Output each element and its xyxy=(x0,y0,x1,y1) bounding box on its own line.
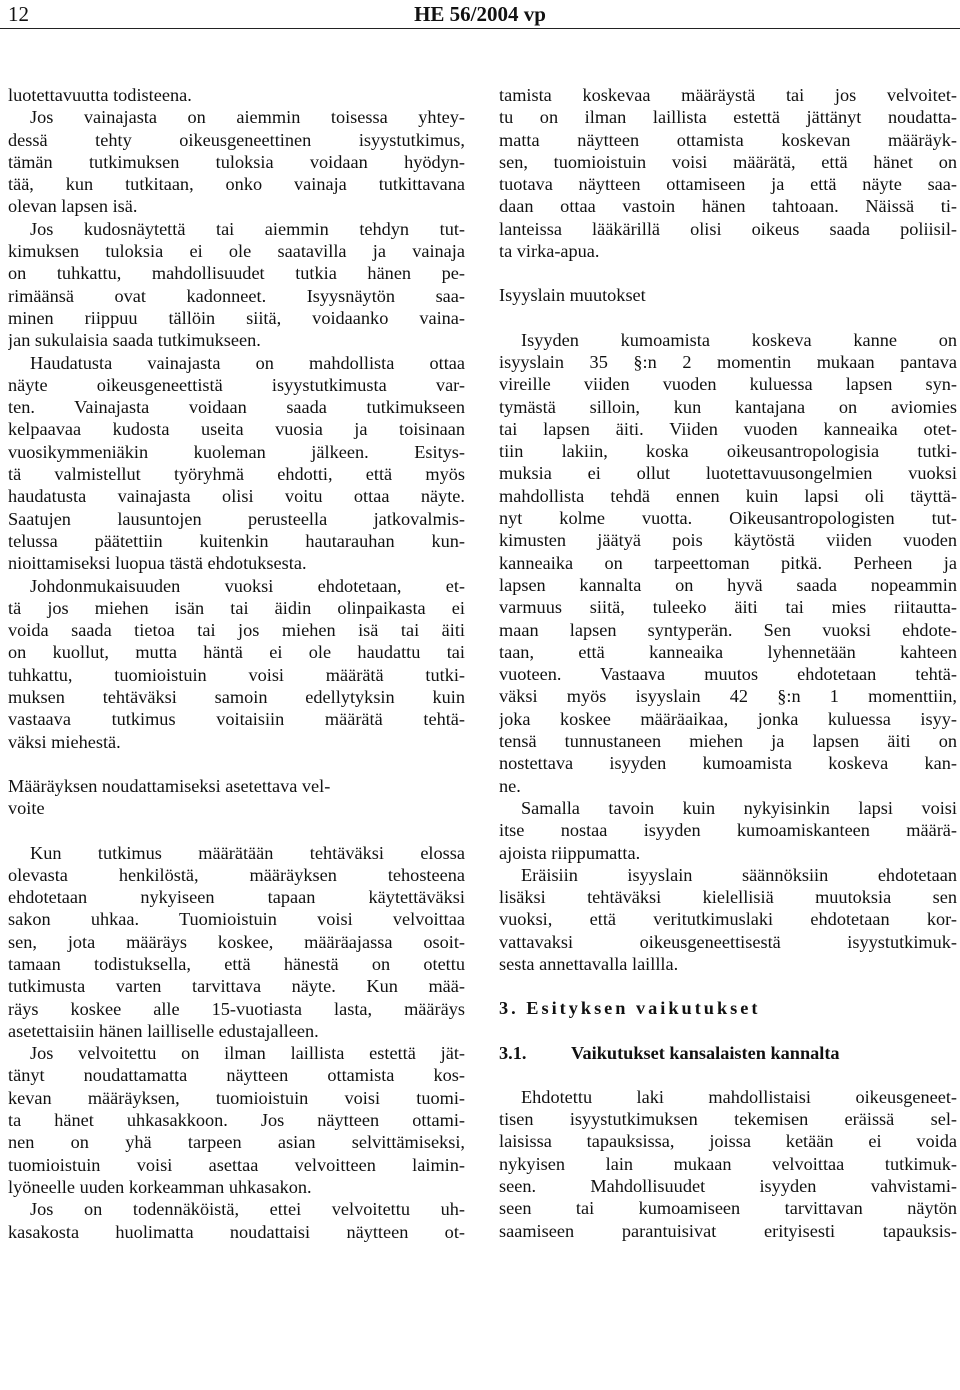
text-line: kevan määräyksen, tuomioistuin voisi tuomi- xyxy=(8,1087,465,1108)
text-line: tamaan todistuksella, että hänestä on otettu xyxy=(8,953,465,974)
text-line: itse nostaa isyyden kumoamiskanteen määrä- xyxy=(499,820,957,841)
text-line: lisäksi tehtäväksi kielellisiä muutoksia sen xyxy=(499,887,957,908)
text-line: kimusten jäätyä pois käytöstä viiden vuoden xyxy=(499,530,957,551)
text-line: nioittamiseksi luopua tästä ehdotuksesta. xyxy=(8,553,307,574)
text-line: tuotava näytteen ottamiseen ja että näyte saa- xyxy=(499,174,957,195)
text-line: Kun tutkimus määrätään tehtäväksi elossa xyxy=(30,842,465,863)
text-line: olevasta henkilöstä, määräyksen tehosteena xyxy=(8,864,465,885)
text-line: tamista koskevaa määräystä tai jos velvoitet- xyxy=(499,85,957,105)
text-line: sen, tuomioistuin voisi määrätä, että hänet on xyxy=(499,151,957,172)
text-line: sakon uhkaa. Tuomioistuin voisi velvoittaa xyxy=(8,909,465,930)
paragraph-gap xyxy=(8,753,465,775)
text-line: telussa päätettiin kuitenkin hautarauhan kun- xyxy=(8,530,465,551)
text-line: muksia ei ollut luotettavuusongelmien vuoksi xyxy=(499,463,957,484)
subsection-number: 3.1. xyxy=(499,1042,527,1063)
text-line: tymästä silloin, kun kantajana on aviomies xyxy=(499,396,957,417)
text-line: tuomioistuin voisi asettaa velvoitteen laimin- xyxy=(8,1154,465,1175)
text-line: varmuus siitä, tuleeko äiti tai mies riitautta- xyxy=(499,597,957,618)
right-column xyxy=(499,84,957,1242)
text-line: kasakosta huolimatta noudattaisi näytteen ot- xyxy=(8,1221,465,1242)
text-line: mahdollista tehdä ennen kuin lapsi oli täyttä- xyxy=(499,485,957,506)
text-line: Jos velvoitettu on ilman laillista estettä jät- xyxy=(30,1043,465,1064)
text-line: väksi myös isyyslain 42 §:n 1 momenttiin, xyxy=(499,686,957,707)
text-line: olevan lapsen isä. xyxy=(8,196,138,217)
text-line: näyte oikeusgeneettistä isyystutkimusta var- xyxy=(8,374,465,395)
text-line: tuhkattu, tuomioistuin voisi määrätä tutki- xyxy=(8,664,465,685)
text-line: tutkimusta varten tarvittava näyte. Kun mää- xyxy=(8,976,465,997)
document-id: HE 56/2004 vp xyxy=(414,2,546,26)
text-line: jan sukulaisia saada tutkimukseen. xyxy=(8,330,261,351)
text-line: tä jos miehen isän tai äidin olinpaikasta ei xyxy=(8,597,465,618)
text-line: Haudatusta vainajasta on mahdollista ottaa xyxy=(30,352,465,373)
text-line: tämän tutkimuksen tuloksia voidaan hyödyn- xyxy=(8,151,465,172)
text-line: vireille viiden vuoden kuluessa lapsen syn- xyxy=(499,374,957,395)
text-line: Määräyksen noudattamiseksi asetettava vel- xyxy=(8,775,331,796)
section-heading: 3. Esityksen vaikutukset xyxy=(499,998,761,1019)
text-line: Eräisiin isyyslain säännöksiin ehdotetaan xyxy=(521,864,957,885)
text-line: vattavaksi oikeusgeneettisestä isyystutkimuk- xyxy=(499,931,957,952)
text-line: voida saada tietoa tai jos miehen isä tai äiti xyxy=(8,620,465,641)
text-line: kanneaika on tarpeettoman pitkä. Perheen ja xyxy=(499,552,957,573)
text-line: asetettaisiin hänen lailliselle edustajalleen. xyxy=(8,1020,319,1041)
text-line: ta virka-apua. xyxy=(499,241,600,262)
text-line: on kuollut, mutta häntä ei ole haudattu tai xyxy=(8,642,465,663)
text-line: lyöneelle uuden korkeamman uhkasakon. xyxy=(8,1176,312,1197)
paragraph-gap xyxy=(499,1064,957,1086)
text-line: on tuhkattu, mahdollisuudet tutkia hänen pe- xyxy=(8,263,465,284)
text-line: ne. xyxy=(499,775,521,796)
paragraph-gap xyxy=(499,307,957,329)
text-line: räys koskee alle 15-vuotiasta lasta, määräys xyxy=(8,998,465,1019)
paragraph-gap xyxy=(499,1020,957,1042)
subsection-title: Vaikutukset kansalaisten kannalta xyxy=(571,1042,840,1063)
subsection-heading xyxy=(499,1042,957,1064)
paragraph-gap xyxy=(499,262,957,284)
text-line: Samalla tavoin kuin nykyisinkin lapsi voisi xyxy=(521,797,957,818)
text-line: luotettavuutta todisteena. xyxy=(8,85,192,105)
paragraph-gap xyxy=(8,820,465,842)
text-line: kelpaavaa kudosta useita vuosia ja toisinaan xyxy=(8,419,465,440)
text-line: Jos kudosnäytettä tai aiemmin tehdyn tut- xyxy=(30,218,465,239)
text-line: Jos on todennäköistä, ettei velvoitettu uh- xyxy=(30,1199,465,1220)
page-number: 12 xyxy=(8,2,29,26)
left-column xyxy=(8,84,465,1243)
text-line: tensä tunnustaneen miehen ja lapsen äiti on xyxy=(499,731,957,752)
text-line: tisen isyystutkimuksen tekemisen eräissä sel- xyxy=(499,1109,957,1130)
text-line: Johdonmukaisuuden vuoksi ehdotetaan, et- xyxy=(30,575,465,596)
text-line: Isyyslain muutokset xyxy=(499,285,646,306)
text-line: muksen tehtäväksi samoin edellytyksin kuin xyxy=(8,687,465,708)
text-line: sesta annettavalla laillla. xyxy=(499,953,679,974)
text-line: vuosikymmeniäkin kuoleman jälkeen. Esitys- xyxy=(8,441,465,462)
text-line: Jos vainajasta on aiemmin toisessa yhtey- xyxy=(30,107,465,128)
text-line: ten. Vainajasta voidaan saada tutkimukseen xyxy=(8,397,465,418)
text-line: Saatujen lausuntojen perusteella jatkovalmis- xyxy=(8,508,465,529)
text-line: vastaava tutkimus voitaisiin määrätä tehtä- xyxy=(8,709,465,730)
text-line: tä valmistellut työryhmä ehdotti, että myös xyxy=(8,464,465,485)
text-line: Isyyden kumoamista koskeva kanne on xyxy=(521,329,957,350)
text-line: tiin lakiin, koska oikeusantropologisia tutki- xyxy=(499,441,957,462)
text-line: vuoksi, että veritutkimuslaki ehdotetaan kor- xyxy=(499,909,957,930)
text-line: sen, jota määräys koskee, määräajassa osoit- xyxy=(8,931,465,952)
text-line: dessä tehty oikeusgeneettinen isyystutkimus, xyxy=(8,129,465,150)
text-line: minen riippuu tällöin siitä, voidaanko vaina- xyxy=(8,307,465,328)
text-line: saamiseen parantuisivat erityisesti tapauksis- xyxy=(499,1220,957,1241)
text-line: maan lapsen syntyperän. Sen vuoksi ehdote- xyxy=(499,619,957,640)
text-line: seen tai kumoamiseen tarvittavan näytön xyxy=(499,1198,957,1219)
page-header xyxy=(0,0,960,30)
text-line: tai lapsen äiti. Viiden vuoden kanneaika otet- xyxy=(499,418,957,439)
text-line: seen. Mahdollisuudet isyyden vahvistami- xyxy=(499,1176,957,1197)
text-line: Ehdotettu laki mahdollistaisi oikeusgeneet- xyxy=(521,1086,957,1107)
text-line: tää, kun tutkitaan, onko vainaja tutkittavana xyxy=(8,174,465,195)
text-line: voite xyxy=(8,798,45,819)
text-line: väksi miehestä. xyxy=(8,731,121,752)
text-line: lapsen kannalta on hyvä saada nopeammin xyxy=(499,574,957,595)
text-line: ta hänet uhkasakkoon. Jos näytteen ottami- xyxy=(8,1110,465,1131)
text-line: nykyisen lain mukaan velvoittaa tutkimuk- xyxy=(499,1153,957,1174)
text-line: vuoteen. Vastaava muutos ehdotetaan tehtä- xyxy=(499,664,957,685)
text-line: tänyt noudattamatta näytteen ottamista kos- xyxy=(8,1065,465,1086)
text-line: isyyslain 35 §:n 2 momentin mukaan pantava xyxy=(499,351,957,372)
text-line: kimuksen tuloksia ei ole saatavilla ja vainaja xyxy=(8,241,465,262)
text-line: haudatusta vainajasta olisi voitu ottaa näyte. xyxy=(8,486,465,507)
text-line: daan ottaa vastoin hänen tahtoaan. Näissä ti- xyxy=(499,196,957,217)
text-line: rimäänsä ovat kadonneet. Isyysnäytön saa- xyxy=(8,285,465,306)
text-line: joka koskee määräaikaa, jonka kuluessa isyy- xyxy=(499,708,957,729)
text-line: lanteissa lääkärillä olisi oikeus saada poliisil- xyxy=(499,218,957,239)
text-line: matta näytteen ottamista koskevan määräyk- xyxy=(499,129,957,150)
text-line: taan, että kanneaika lyhennetään kahteen xyxy=(499,641,957,662)
text-line: nostettava isyyden kumoamista koskeva kan- xyxy=(499,753,957,774)
text-line: laisissa tapauksissa, joissa ketään ei voida xyxy=(499,1131,957,1152)
text-line: ehdotetaan nykyiseen tapaan käytettäväksi xyxy=(8,887,465,908)
header-rule xyxy=(0,28,960,29)
text-line: nyt kolme vuotta. Oikeusantropologisten tut- xyxy=(499,508,957,529)
text-line: nen on yhä tarpeen asian selvittämiseksi, xyxy=(8,1132,465,1153)
text-line: ajoista riippumatta. xyxy=(499,842,641,863)
paragraph-gap xyxy=(499,975,957,997)
text-line: tu on ilman laillista estettä jättänyt noudatta- xyxy=(499,107,957,128)
